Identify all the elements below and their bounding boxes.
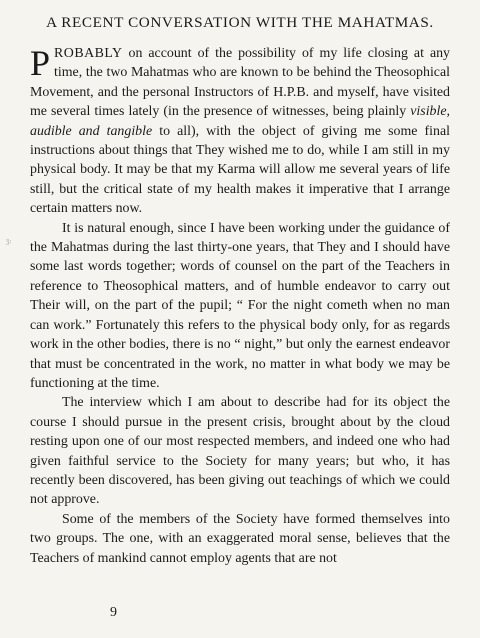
paragraph-4: Some of the members of the Society have formed themselves into two groups. The one, with an exaggerated moral sense, believes that the Teachers of mankind cannot employ agents that are not — [30, 511, 450, 566]
paragraph-1-text-b: to all), with the object of giving me some final instructions about things that They wished me to do, while I am still in my physical body. It may be that my Karma will allow me several years of life still, but the critical state of my health makes it imperative that I arrange certain matters now. — [30, 123, 450, 217]
drop-cap: P — [30, 43, 51, 83]
paragraph-2: It is natural enough, since I have been working under the guidance of the Mahatmas during the last thirty-one years, that They and I should have some last words together; words of counsel on the part of the Teachers in reference to Theosophical matters, and of humble endeavor to carry out Their will, on the part of the pupil; “ For the night cometh when no man can work.” Fortunately this refers to the physical body only, for as regards work in the other bodies, there is no “ night,” but only the earnest endeavor that must be concentrated in the work, no matter in what body we may be functioning at the time. — [30, 220, 450, 391]
paragraph-1 — [30, 44, 450, 219]
paragraph-1-text-a: on account of the possibility of my life closing at any time, the two Mahatmas who are known to be behind the Theosophical Movement, and the personal Instructors of H.P.B. and myself, have visited me several times lately (in the presence of witnesses, being plainly — [30, 46, 450, 120]
body-text — [30, 44, 450, 568]
paragraph-3: The interview which I am about to describe had for its object the course I should pursue in the present crisis, brought about by the cloud resting upon one of our most respected members, and indeed one who had given faithful service to the Society for many years; but who, it has recently been discovered, has been giving out teachings of which we could not approve. — [30, 395, 450, 508]
lead-caps: ROBABLY — [54, 46, 123, 61]
chapter-title: A RECENT CONVERSATION WITH THE MAHATMAS. — [46, 14, 434, 31]
page-number: 9 — [110, 605, 117, 620]
italic-phrase: visible, audible and tangible — [30, 104, 450, 139]
margin-mark: ʒ: — [6, 238, 12, 245]
